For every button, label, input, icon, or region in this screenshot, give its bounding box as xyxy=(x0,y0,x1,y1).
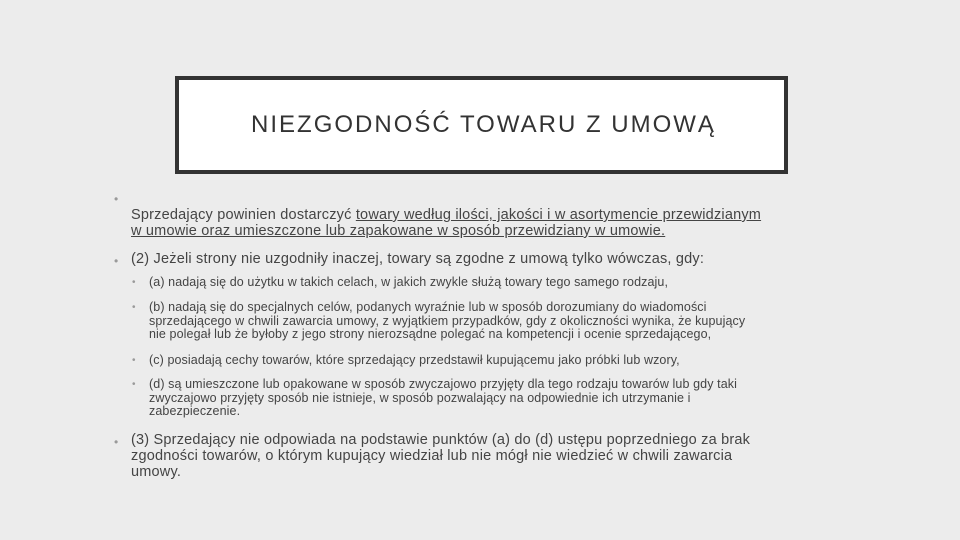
slide-title: NIEZGODNOŚĆ TOWARU Z UMOWĄ xyxy=(251,111,716,138)
sub-bullet-b-line-2: sprzedającego w chwili zawarcia umowy, z wyjątkiem przypadków, gdy z okoliczności wynika, że kupujący xyxy=(149,313,746,328)
sub-bullet-d-line-2: zwyczajowo przyjęty sposób nie istnieje, w sposób pozwalający na odpowiednie ich utrzymanie i xyxy=(149,390,691,405)
slide-title-box xyxy=(175,76,788,174)
bullet-1-plain: Sprzedający powinien dostarczyć xyxy=(131,207,356,223)
bullet-3-line-2: zgodności towarów, o którym kupujący wiedział lub nie mógł nie wiedzieć w chwili zawarcia xyxy=(131,448,733,464)
sub-bullet-b-line-1: (b) nadają się do specjalnych celów, podanych wyraźnie lub w sposób dorozumiany do wiadomości xyxy=(149,300,707,314)
bullet-dot-icon: • xyxy=(114,435,119,449)
sub-bullet-dot-icon: • xyxy=(132,277,136,288)
sub-bullet-dot-icon: • xyxy=(132,379,136,390)
sub-bullet-b-text xyxy=(149,301,869,342)
bullet-1-underlined-a: towary według ilości, jakości i w asortymencie przewidzianym xyxy=(355,207,762,223)
bullet-3-line-3: umowy. xyxy=(131,464,182,480)
sub-bullet-a-text: (a) nadają się do użytku w takich celach, w jakich zwykle służą towary tego samego rodzaju, xyxy=(149,275,669,289)
bullet-3-text xyxy=(131,432,871,480)
bullet-2-text: (2) Jeżeli strony nie uzgodniły inaczej, towary są zgodne z umową tylko wówczas, gdy: xyxy=(131,251,705,267)
sub-bullet-d-text xyxy=(149,378,869,419)
sub-bullet-b-line-3: nie polegał lub że byłoby z jego strony nierozsądne polegać na kompetencji i ocenie sprzedającego, xyxy=(149,327,712,341)
sub-bullet-d-line-1: (d) są umieszczone lub opakowane w sposób zwyczajowo przyjęty dla tego rodzaju towarów lub gdy taki xyxy=(149,377,737,391)
bullet-dot-icon: • xyxy=(114,192,119,206)
bullet-dot-icon: • xyxy=(114,254,119,268)
sub-bullet-dot-icon: • xyxy=(132,355,136,366)
sub-bullet-c-text: (c) posiadają cechy towarów, które sprzedający przedstawił kupującemu jako próbki lub wzory, xyxy=(149,353,680,367)
sub-bullet-d-line-3: zabezpieczenie. xyxy=(149,404,241,418)
sub-bullet-dot-icon: • xyxy=(132,302,136,313)
bullet-1-text xyxy=(131,207,871,239)
bullet-3-line-1: (3) Sprzedający nie odpowiada na podstawie punktów (a) do (d) ustępu poprzedniego za brak xyxy=(131,432,751,448)
bullet-1-underlined-b: w umowie oraz umieszczone lub zapakowane w sposób przewidziany w umowie. xyxy=(131,223,666,239)
